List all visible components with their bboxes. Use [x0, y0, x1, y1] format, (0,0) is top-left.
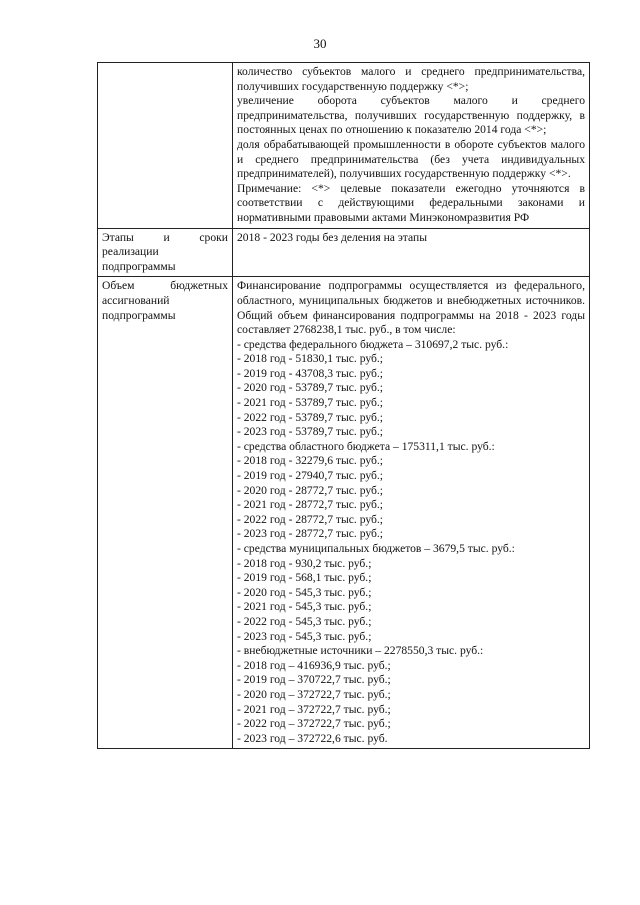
- funding-list-item: - средства федерального бюджета – 310697,2 тыс. руб.:: [237, 337, 509, 351]
- funding-list-item: - 2021 год - 53789,7 тыс. руб.;: [237, 396, 384, 410]
- funding-list-item: - средства областного бюджета – 175311,1 тыс. руб.:: [237, 439, 495, 453]
- funding-list: [237, 338, 585, 747]
- indicator-manufacturing-share: доля обрабатывающей промышленности в обороте субъектов малого и среднего предпринимательства (без учета индивидуальных предпринимателей), получивших государственную поддержку <*>.: [237, 137, 585, 181]
- funding-list-item: - 2023 год - 53789,7 тыс. руб.;: [237, 425, 384, 439]
- row-label-empty: [98, 63, 233, 229]
- funding-list-item: - 2020 год - 53789,7 тыс. руб.;: [237, 381, 384, 395]
- funding-list-item: - 2019 год – 370722,7 тыс. руб.;: [237, 673, 391, 687]
- indicators-cell: [233, 63, 590, 229]
- indicator-count: количество субъектов малого и среднего предпринимательства, получивших государственную поддержку <*>;: [237, 65, 585, 93]
- funding-list-item: - средства муниципальных бюджетов – 3679,5 тыс. руб.:: [237, 542, 515, 555]
- funding-list-item: - 2022 год – 372722,7 тыс. руб.;: [237, 717, 391, 731]
- table-row-funding: [98, 277, 590, 749]
- table-row-stages: [98, 228, 590, 277]
- funding-list-item: - 2019 год - 568,1 тыс. руб.;: [237, 571, 372, 585]
- funding-list-item: - 2018 год - 930,2 тыс. руб.;: [237, 556, 372, 570]
- stages-label-line: реализации: [102, 245, 159, 259]
- funding-label-line: подпрограммы: [102, 308, 176, 322]
- stages-label-line: Этапы и сроки: [102, 230, 228, 244]
- funding-list-item: - 2018 год - 51830,1 тыс. руб.;: [237, 352, 384, 366]
- funding-list-item: - 2019 год - 43708,3 тыс. руб.;: [237, 366, 384, 380]
- funding-list-item: - 2020 год - 545,3 тыс. руб.;: [237, 585, 372, 599]
- funding-label-line: Объем бюджетных: [102, 279, 228, 293]
- table-row-indicators: [98, 63, 590, 229]
- funding-list-item: - 2020 год – 372722,7 тыс. руб.;: [237, 687, 391, 701]
- funding-label: [98, 277, 233, 749]
- funding-list-item: - 2021 год - 545,3 тыс. руб.;: [237, 600, 372, 614]
- funding-list-item: - 2023 год - 28772,7 тыс. руб.;: [237, 527, 384, 541]
- funding-list-item: - 2022 год - 545,3 тыс. руб.;: [237, 614, 372, 628]
- funding-intro: Финансирование подпрограммы осуществляется из федерального, областного, муниципальных бюджетов и внебюджетных источников. Общий объем финансирования подпрограммы на 2018 - 2023 годы составляет 2768238,1 тыс. руб., в том числе:: [237, 279, 585, 337]
- stages-label-line: подпрограммы: [102, 259, 176, 273]
- funding-list-item: - внебюджетные источники – 2278550,3 тыс. руб.:: [237, 644, 484, 658]
- indicator-turnover: увеличение оборота субъектов малого и среднего предпринимательства, получивших государственную поддержку, в постоянных ценах по отношению к показателю 2014 года <*>;: [237, 94, 585, 137]
- funding-list-item: - 2023 год – 372722,6 тыс. руб.: [237, 731, 388, 745]
- passport-table: [97, 62, 590, 749]
- funding-list-item: - 2021 год - 28772,7 тыс. руб.;: [237, 498, 384, 512]
- funding-list-item: - 2021 год – 372722,7 тыс. руб.;: [237, 702, 391, 716]
- funding-cell: [233, 277, 590, 749]
- funding-list-item: - 2018 год - 32279,6 тыс. руб.;: [237, 454, 384, 468]
- funding-list-item: - 2023 год - 545,3 тыс. руб.;: [237, 629, 372, 643]
- funding-label-line: ассигнований: [102, 293, 170, 307]
- funding-list-item: - 2020 год - 28772,7 тыс. руб.;: [237, 483, 384, 497]
- funding-list-item: - 2019 год - 27940,7 тыс. руб.;: [237, 469, 384, 483]
- funding-list-item: - 2022 год - 53789,7 тыс. руб.;: [237, 410, 384, 424]
- stages-value: 2018 - 2023 годы без деления на этапы: [233, 228, 590, 277]
- funding-list-item: - 2018 год – 416936,9 тыс. руб.;: [237, 658, 391, 672]
- funding-list-item: - 2022 год - 28772,7 тыс. руб.;: [237, 512, 384, 526]
- indicator-note: Примечание: <*> целевые показатели ежегодно уточняются в соответствии с действующими федеральными законами и нормативными правовыми актами Минэкономразвития РФ: [237, 181, 585, 224]
- page-number: 30: [313, 36, 327, 51]
- stages-label: [98, 228, 233, 277]
